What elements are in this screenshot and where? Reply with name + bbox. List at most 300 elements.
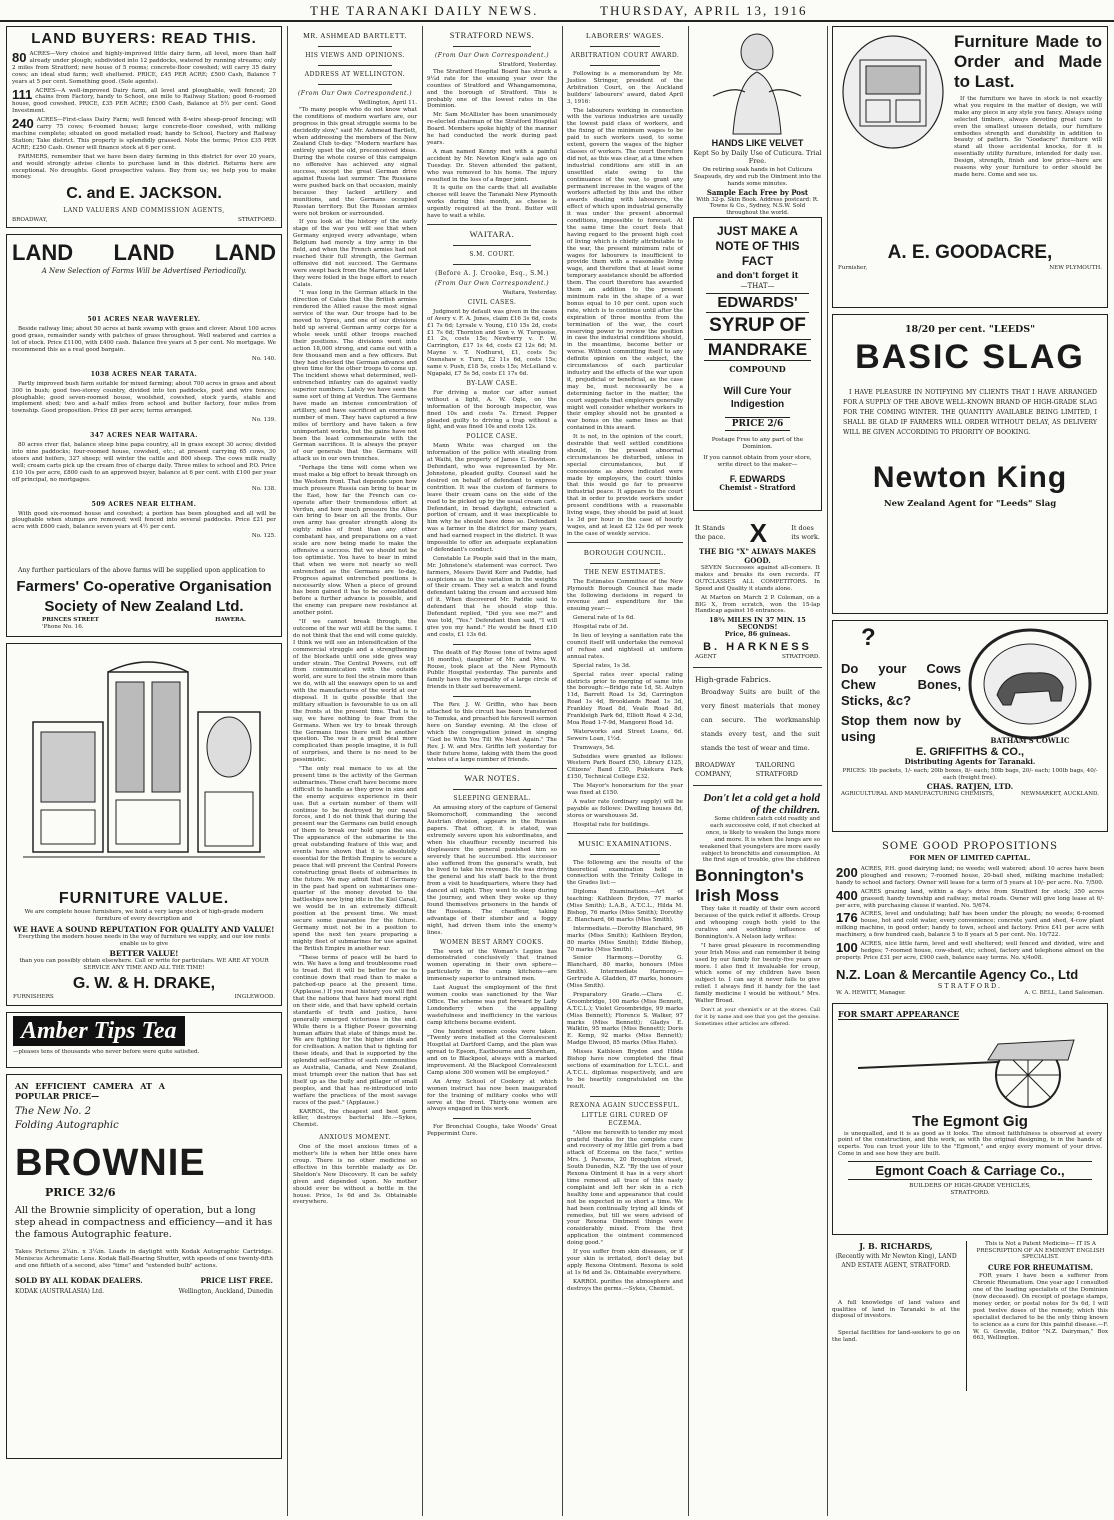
velvet-text: On retiring soak hands in hot Cuticura Soapsuds, dry and rub the Ointment into the hands some minutes.	[693, 166, 822, 187]
prop-400	[836, 889, 1104, 910]
props-sub: FOR MEN OF LIMITED CAPITAL.	[909, 854, 1031, 862]
divider	[453, 696, 531, 697]
drake-text-4: BETTER VALUE!	[109, 949, 179, 959]
edwards-mandrake-ad	[693, 217, 822, 511]
paragraph: The Estimates Committee of the New Plymouth Borough Council has made the following decisions in regard to revenue and expenditure for the ensuing year:—	[567, 578, 683, 613]
paragraph: Judgment by default was given in the cases of Avery v. F. A. Jones, claim £16 3s 6d, costs £1 7s 6d; Lyrsale v. Young, £10 15s 2d, costs £1 7s 6d; Thornton and Son v. W. Turquoise, £1 2s, costs 15s; Newberry v. F. W. Carrington, £17 1s 4d, costs £2 12s 6d; M. Mayne v. T. Nodhurst, £1, costs 5s; Oxenshaw v. Turn, £2 11s 6d, costs 15s; same v. Push, £18 5s, costs 15s; McLelland v. Ngapaki, £7 5s 5d, costs £1 17s 6d.	[427, 308, 557, 377]
basic-slag-heading: BASIC SLAG	[855, 338, 1085, 376]
broadway-company: BROADWAY COMPANY,	[695, 760, 735, 778]
column-rule	[827, 26, 828, 1516]
paragraph: For Bronchial Coughs, take Woods' Great Peppermint Cure.	[427, 1124, 557, 1138]
stratford-heading: STRATFORD NEWS.	[449, 30, 535, 40]
prop-176-text: ACRES, level and undulating; half has been under the plough; no weeds; 6-roomed house, hot and cold water, every convenience; concrete yard and shed, 4-cow plant milking machine, in good order; handy to town, school and factory. Price £41 per acre with machinery, a few hundred cash, balance 5 to 8 years at 5 per cent.	[836, 911, 1104, 939]
egmont-sub: BUILDERS OF HIGH-GRADE VEHICLES,	[909, 1183, 1031, 1190]
paragraph: The work of the Woman's Legion has demonstrated conclusively that trained women operating in their own sphere—particularly in the camp kitchens—are immensely superior to untrained men.	[427, 948, 557, 983]
divider	[318, 84, 392, 85]
column-rule	[287, 26, 288, 1516]
brownie-specs: Takes Pictures 2¼in. x 3¼in. Loads in daylight with Kodak Autographic Cartridge. Meniscus Achromatic Lens. Kodak Ball-Bearing Shutter, with speeds of one twenty-fifth and one fiftieth of a second, also "time" and "extended bulb" actions.	[15, 1249, 273, 1269]
goodacre-heading: Furniture Made to Order and Made to Last.	[954, 32, 1102, 91]
velvet-heading: HANDS LIKE VELVET	[711, 137, 804, 148]
cowlic-copy	[841, 625, 961, 745]
lot-80	[12, 51, 276, 86]
lot-80-text: ACRES—Very choice and highly-improved little dairy farm, all level, more than half already under plough; subdivided into 12 paddocks, watered by running streams; only 2 miles from Stratford; new house of 5 rooms; concrete-floor cowshed; will carry 35 dairy cows; an ideal stud farm; well sheltered. PRICE, £45 PER ACRE; £500 Cash, Balance 7 years at 5 per cent. Something good. (Sole agents).	[12, 51, 276, 85]
goodacre-trade: Furnisher,	[838, 264, 868, 271]
gig-heading: The Egmont Gig	[912, 1112, 1028, 1130]
egmont-town: STRATFORD.	[950, 1190, 990, 1197]
paragraph: Subsidies were granted as follows: Western Park Board £50, Library £125, Citizens' Band £30, Pukekura Park £150, Technical College £32.	[567, 753, 683, 781]
camera-type: Folding Autographic	[15, 1120, 119, 1132]
furniture-illustration	[13, 652, 275, 882]
goodacre-copy	[948, 32, 1102, 181]
note-price: PRICE 2/6	[725, 417, 790, 431]
newton-king-sub: New Zealand Agent for "Leeds" Slag	[883, 499, 1057, 509]
x-right	[791, 524, 820, 542]
egmont-name: Egmont Coach & Carriage Co.,	[848, 1161, 1092, 1180]
eltham-no: No. 125.	[251, 533, 276, 540]
kodak-name: KODAK (AUSTRALASIA) Ltd.	[15, 1287, 104, 1295]
paragraph: Last August the employment of the first women cooks was sanctioned by the War Office. The scheme was put forward by Lady Londonderry when the appalling wastefulness and inefficiency in the various camp kitchens became evident.	[427, 985, 557, 1026]
kodak-cities: Wellington, Auckland, Dunedin	[178, 1287, 273, 1295]
column-rule	[422, 26, 423, 1516]
brownie-price: PRICE 32/6	[45, 1186, 116, 1200]
divider	[693, 667, 822, 668]
waitara-text: 80 acres river flat, balance steep bine papa country, all in grass except 30 acres; divided into nine paddocks; four-roomed house, cowshed, etc.; at present carrying 65 cows, 30 steers and heifers, 327 sheep; will winter the cattle and 800 sheep. The cows milk really well; cream carts pick up the cream free of charge daily. Three miles to school and P.O. Price £10 10s per acre, £800 cash to an approved buyer, balance at 6 per cent. with £100 per year off principal, no mortgages.	[12, 442, 276, 483]
land-word: LAND	[113, 240, 175, 266]
note-syrup: SYRUP OF	[709, 315, 806, 336]
prop-200	[836, 866, 1104, 887]
drake-text-3: Everything the modern house needs in the way of furniture we supply, and our low rents enable us to give	[18, 933, 270, 947]
paragraph: It is not, in the opinion of the court, desirable that well settled conditions should, in the present abnormal circumstances be disturbed, unless in special circumstances, but if concessions as above indicated were made by employers, the court thinks that this would go far to preserve industrial peace. It appears to the court that in order to provide workers under present conditions with a reasonable living wage, they should be paid at least 1s 3d per hour in the case of hourly wages, and at least £2 12s 6d per week in the case of weekly service.	[567, 434, 683, 537]
column-laborers	[567, 26, 683, 1516]
prop-100-acres: 100	[836, 940, 858, 956]
divider	[453, 264, 531, 265]
bonnington-quote: "I have great pleasure in recommending your Irish Moss and can remember it being used by our family for twenty-five years or more. I also find it invaluable for croup, which some of my children have been subject to. I can say it never fails to give relief. I always find it handy for the last family medicine I would be without." Mrs. Walter Broad.	[695, 942, 820, 1005]
paragraph: Special rates, 1s 3d.	[573, 662, 631, 669]
cowlic-emblem	[961, 625, 1099, 745]
props-heading: SOME GOOD PROPOSITIONS	[882, 841, 1058, 852]
jackson-sub: LAND VALUERS AND COMMISSION AGENTS,	[63, 207, 225, 215]
divider	[590, 46, 660, 47]
dateline: Stratford, Yesterday.	[498, 62, 557, 68]
paragraph: The labourers working in connection with the various industries are usually the lowest paid class of workers, and the fixing of the minimum wages to be paid to such workers used, to some extent, govern the wages of the higher classes of workers. The court therefore did not, as this was clear, at a time when industrial conditions are still in an unsettled state owing to the continuance of the war, to grant any permanent increase in the wages of the workers affected by this and the other awards dealing with labourers, the effect of which upon industrial generally it was under the present abnormal conditions, impossible to forecast. At the same time the court feels that having regard to the present high cost of living which is chiefly attributable to the war, the present minimum rate of wages for labourers is insufficient to provide them with a reasonable living wage, and therefore that at least some temporary assistance should be afforded them. The court therefore has awarded them an addition to the present minimum rate in the shape of a war bonus equal to 10 per cent. upon such rate, which is to continue until after the expiration of three months from the termination of the war, the court reserving power to review the position in case the industrial conditions should, in the meantime, become better or worse. Without committing itself to any definite opinion on the subject, the circumstances of each particular industry and the effects of the war upon it, prejudicial or beneficial, as the case may be, must necessarily be a determining factor in the matter, the court suggests that employers generally might well consider whether workers in their employ should not be granted a war bonus on the same lines as that contained in this award.	[567, 107, 683, 432]
paragraph: In lieu of levying a sanitation rate the council itself will undertake the removal of refuse and nightsoil at uniform annual rates.	[567, 633, 683, 660]
sleeping-heading: SLEEPING GENERAL.	[453, 795, 531, 803]
waverley-heading: 501 ACRES NEAR WAVERLEY.	[87, 316, 201, 324]
column-bartlett	[293, 26, 417, 1516]
correspondent: (From Our Own Correspondent.)	[297, 90, 413, 97]
leeds-text: I HAVE PLEASURE IN NOTIFYING MY CLIENTS THAT I HAVE ARRANGED FOR A SUPPLY OF THE ABOVE WELL-KNOWN BRAND OF HIGH-GRADE SLAG FOR THE COMING WINTER. THE QUANTITY AVAILABLE BEING LIMITED, I SHALL BE GLAD IF FARMERS WILL ORDER WITHOUT DELAY, AS DELIVERY WILL BE GIVEN ACCORDING TO PRIORITY OF BOOKING.	[843, 389, 1097, 436]
column-rule	[562, 26, 563, 1516]
paragraph: The death of Fay Rouse (one of twins aged 16 months), daughter of Mr. and Mrs. W. Rouse, took place at the New Plymouth Public Hospital yesterday. The parents and family have the sympathy of a large circle of friends in their sad bereavement.	[427, 649, 557, 691]
big-x-title: THE BIG "X" ALWAYS MAKES GOOD.	[699, 547, 816, 565]
richards-name: J. B. RICHARDS,	[859, 1240, 933, 1251]
gig-text: is unequalled, and it is as good as it looks. The utmost faithfulness is observed at every point of the construction, and this work, as with the original designing, is in the hands of experts. You can trust your life to the "Egmont," and enjoy every moment of your drive. Come in and see how they are built.	[838, 1130, 1102, 1158]
paragraph: "To many people who do not know what the conditions of modern warfare are, our progress in this great struggle seems to be decidedly slow," said Mr. Ashmead Bartlett, when addressing the members of the New Zealand Club to-day. "Modern warfare has entirely upset the old, preconceived ideas. During the whole course of this campaign no offensive has achieved any signal success, except the great German drive against Russia last summer. The Russians were pushed back on that occasion, mainly because they lacked artillery and munitions, and the Germans occupied Russian territory. But the Russian armies were not broken or surrounded.	[293, 106, 417, 217]
goodacre-name: A. E. GOODACRE,	[887, 241, 1053, 263]
note-cure: Will Cure Your Indigestion	[723, 386, 792, 410]
amber-tips-sub: —pleases tens of thousands who never before were quite satisfied.	[13, 1049, 200, 1056]
paragraph: "Allow me herewith to tender my most grateful thanks for the complete cure and recovery of my little girl from a bad attack of Eczema on the face," writes Mrs. J. Parsons, 20 Broughton street, South Dunedin, N.Z. "By the use of your Rexona Ointment it has in a very short time removed all trace of this nasty complaint and left her skin in a rich healthy tone and appearance that could not be expected in so short a time. We had been continually trying all kinds of remedies, but till we were advised of your Rexona Ointment things were considerably mixed. From the first application the ointment commenced doing good."	[567, 1129, 683, 1247]
rexona-sub: LITTLE GIRL CURED OF ECZEMA.	[581, 1111, 669, 1127]
correspondent: (From Our Own Correspondent.)	[434, 279, 550, 287]
x-right-1: It does	[791, 524, 814, 532]
jackson-address	[12, 217, 276, 224]
ratjen-name: CHAS. RATJEN, LTD.	[926, 781, 1014, 791]
society-town: HAWERA.	[215, 617, 246, 624]
divider	[590, 854, 660, 855]
spacer	[12, 276, 276, 314]
fabrics-heading: High-grade Fabrics.	[695, 674, 771, 684]
waitara-no: No. 138.	[251, 485, 276, 492]
rexona-heading: REXONA AGAIN SUCCESSFUL.	[569, 1101, 681, 1109]
paragraph: A water rate (ordinary supply) will be payable as follows: Dwelling houses 8d, stores or warehouses 3d.	[567, 799, 683, 819]
divider	[590, 563, 660, 564]
divider	[318, 65, 392, 66]
bonnington-logo: Bonnington's Irish Moss	[695, 866, 804, 906]
cold-text: Some children catch cold readily and each successive cold, if not checked at once, is likely to weaken the lungs more and more. It is when the lungs are so weakened that youngsters are more easily subject to bronchitis and consumption. At the first sign of trouble, give the children	[699, 815, 820, 864]
nzloan-manager: W. A. HEWITT, Manager.	[836, 989, 906, 996]
prop-400-no: No. 5/674.	[961, 902, 991, 909]
divider	[453, 789, 531, 790]
jackson-name: C. and E. JACKSON.	[66, 185, 222, 203]
nzloan-salesman: A. C. BELL, Land Salesman.	[1024, 989, 1104, 996]
divider	[567, 833, 683, 834]
lot-111-acres: 111	[12, 86, 33, 102]
camera-model: The New No. 2	[15, 1106, 91, 1118]
drake-name: G. W. & H. DRAKE,	[72, 975, 216, 993]
paragraph: Hospital rate for buildings.	[573, 821, 650, 828]
big-x-price: Price, 86 guineas.	[724, 630, 791, 639]
eltham-text: With good six-roomed house and cowshed; a portion has been ploughed and all will be ploughable when stumps are removed; well fenced into several paddocks. Price £21 per acre with £600 cash, balance seven years at 4½ per cent.	[12, 510, 276, 531]
nzloan-town: STRATFORD.	[937, 981, 1003, 990]
before: (Before A. J. Crooke, Esq., S.M.)	[435, 269, 549, 277]
amber-tips-ad	[6, 1012, 282, 1068]
issue-date: THURSDAY, APRIL 13, 1916	[600, 3, 808, 18]
paragraph: Senior Harmony.—Dorothy G. Blanchard, 80 marks, honours (Miss Smith). Intermediate Harmony.—Gertrude A. Gladden, 87 marks, honours (Miss Smith).	[567, 955, 683, 990]
richards-sub: (Recently with Mr Newton King), LAND AND ESTATE AGENT, STRATFORD.	[835, 1252, 957, 1269]
prop-200-acres: 200	[836, 865, 858, 880]
harkness-town: STRATFORD.	[782, 654, 820, 661]
gig-carriage-illustration	[838, 1020, 1100, 1110]
spacer	[12, 540, 276, 568]
paragraph: Tramways, 5d.	[573, 744, 615, 751]
cows-stop: Stop them now by using	[841, 713, 961, 744]
article-sub: ADDRESS AT WELLINGTON.	[304, 71, 406, 78]
lot-240-text: ACRES—First-class Dairy Farm; well fenced with 8-wire sheep-proof fencing; will carry 75 cows; 6-roomed house; large concrete-floor cowshed, with milking machine complete; situated on good metalled road; handy to School, Factory and Railway Station; Take district. This property is splendidly grassed. Note the terms; Price £35 PER ACRE; £250 Cash. Owner will finance stock at 6 per cent.	[12, 117, 276, 151]
paragraph: Misses Kathleen Brydon and Hilda Bishop have now completed the final sections of examination for L.T.C.L. and A.T.C.L. diplomas respectively, and are to be heartily congratulated on the result.	[567, 1049, 683, 1090]
further-particulars: Any further particulars of the above farms will be supplied upon application to	[18, 567, 266, 575]
note-store: If you cannot obtain from your store, write direct to the maker—	[703, 454, 812, 468]
broadway-tailoring: TAILORING STRATFORD	[755, 760, 798, 778]
basic-slag-ad	[832, 314, 1108, 614]
brownie-dealers	[15, 1275, 273, 1285]
paragraph: It is quite on the cards that all available cheese will leave the Taranaki New Plymouth works during this month, as cheese is urgently required at the front. Butter will have to wait a while.	[427, 185, 557, 220]
broadway-ad	[693, 672, 822, 781]
drake-trade: FURNISHERS	[13, 994, 54, 1001]
paragraph: General rate of 1s 6d.	[573, 615, 635, 622]
rheum-intro: This is Not a Patent Medicine— IT IS A PRESCRIPTION OF AN EMINENT ENGLISH SPECIALIST.	[976, 1240, 1105, 1261]
prop-100	[836, 941, 1104, 962]
paragraph: The Stratford Hospital Board has struck a 9¼d rate for the ensuing year over the counties of Stratford and Whangamomona, and the borough of Stratford. This is probably one of the lowest rates in the Dominion.	[427, 68, 557, 110]
fabrics-text: Broadway Suits are built of the very finest materials that money can secure. The workmanship stands every test, and the suit stands the test of wear and time.	[701, 687, 820, 752]
divider	[590, 65, 660, 66]
civil-heading: CIVIL CASES.	[467, 298, 517, 306]
article-title: MR. ASHMEAD BARTLETT.	[303, 31, 407, 40]
paragraph: Constable Le Pouple said that in the main, Mr. Johnstone's statement was correct. Two farmers, Messrs David Kerr and Paddie, had suspicions as to the variation in the weights of their cream. They set a watch and found defendant taking the cream and accused him of it. When discovered Mr. Paddie said to defendant that he should stop this. Defendant replied, "Did you see me?" and was told, "Yes." Defendant then said, "I will give you my hand." He would be fined £10 and costs, £1 13s 6d.	[427, 555, 557, 638]
lot-240	[12, 117, 276, 152]
paragraph: Following is a memorandum by Mr. Justice Stringer, president of the Arbitration Court, on the Auckland builders' labourers' award, dated April 3, 1916:	[567, 71, 683, 105]
divider	[453, 245, 531, 246]
brownie-sold: SOLD BY ALL KODAK DEALERS.	[15, 1275, 143, 1285]
rheumatism-ad	[967, 1241, 1108, 1391]
rheum-heading: CURE FOR RHEUMATISM.	[988, 1263, 1093, 1273]
cowlic-logo: BATHAM'S COWLIC	[990, 735, 1070, 745]
richards-text: A full knowledge of land values and qualities of land in Taranaki is at the disposal of investors.	[832, 1299, 960, 1320]
ratjen-address	[841, 791, 1099, 798]
big-x-banner	[695, 519, 820, 547]
borough-heading: BOROUGH COUNCIL.	[583, 547, 667, 557]
bonnington-small: Don't at your chemist's or at the stores. Call for it by name and see that you get the genuine. Sometimes other articles are offered.	[695, 1007, 820, 1027]
divider	[318, 46, 392, 47]
drake-address	[13, 994, 275, 1001]
farmers-note: FARMERS, remember that we have been dairy farming in this district for over 20 years, and would strongly advise clients to purchase land in this district. Returns here are exceptional. No droughts. Good prospective values. Buy from us; we help you to make money.	[12, 153, 276, 181]
paragraph: An Army School of Cookery at which women instruct has now been inaugurated for the training of military cooks who will serve at the front. Thirty-one women are always engaged in this work.	[427, 1078, 557, 1113]
war-notes-heading: WAR NOTES.	[464, 773, 520, 784]
land-word: LAND	[214, 240, 276, 266]
richards-ad	[832, 1241, 967, 1391]
bonnington-ad	[693, 790, 822, 1032]
note-postage: Postage Free to any part of the Dominion.	[711, 437, 804, 450]
divider	[427, 768, 557, 769]
rheum-text: FOR years I have been a sufferer from Chronic Rheumatism. One year ago I consulted one of the leading specialists of the Dominion (now deceased). On receipt of postage stamps, money order, or postal notes for 5s 6d, I will post twelve doses of the remedy, which this specialist declared to be the only thing known to science as a cure for this painful disease.—F. W. G. Greville, Editor "N.Z. Dairyman," Box 663, Wellington.	[973, 1273, 1108, 1342]
paragraph: Waterworks and Street Loans, 6d. Sewers Loan, 1½d.	[567, 728, 683, 742]
amber-tips-logo: Amber Tips Tea	[13, 1016, 185, 1046]
divider	[453, 1118, 531, 1119]
ratjen-town: NEWMARKET, AUCKLAND.	[1020, 790, 1099, 797]
column-stratford	[427, 26, 557, 1516]
estimates-heading: THE NEW ESTIMATES.	[584, 568, 666, 576]
brownie-description: All the Brownie simplicity of operation, but a long step ahead in compactness and efficiency—and it has the famous Autographic feature.	[15, 1205, 273, 1241]
griffiths-name: E. GRIFFITHS & CO.,	[915, 746, 1025, 758]
farmers-coop-name: Farmers' Co-operative Organisation	[16, 578, 272, 596]
divider	[567, 542, 683, 543]
x-left-1: It Stands	[695, 524, 725, 532]
smcourt-heading: S.M. COURT.	[469, 250, 515, 258]
paragraph: "These terms of peace will be hard to win. We have a long and troublesome road to tread. But it will be better for us to continue down that road than to make a patched-up peace at the present time. (Applause.) If you read history you will find that the nations that have had moral right on their side, and that have upheld certain standards of truth and justice, have generally emerged victorious in the end. While there is a Higher Power governing human affairs that state of things must be. We are fighting for the higher ideals and for civilisation. A nation that is fighting for these ideals, and that is supported by the splendid self-sacrifice of such communities as Australia, Canada, and New Zealand, must triumph over the nation that has set itself up as the bully and pillager of small peoples, and that has re-introduced into warfare the practices of the most savage races of the past." (Applause.)	[293, 954, 417, 1106]
prop-400-acres: 400	[836, 887, 858, 903]
waitara-heading: WAITARA.	[469, 228, 515, 239]
kodak-footer	[15, 1289, 273, 1296]
column-land-ads	[6, 26, 282, 1516]
lot-80-acres: 80	[12, 50, 27, 65]
ratjen-trade: AGRICULTURAL AND MANUFACTURING CHEMISTS,	[841, 790, 995, 797]
correspondent: (From Our Own Correspondent.)	[434, 52, 550, 59]
goodacre-address	[838, 265, 1102, 272]
paragraph: The following are the results of the theoretical examination held in connection with the Trinity College in the Grades list:—	[567, 859, 683, 887]
paragraph: At Marton on March 2 P. Coleman, on a BIG X, from scratch, won the 15-lap Handicap against 16 entrances.	[695, 594, 820, 615]
drake-text-2: WE HAVE A SOUND REPUTATION FOR QUALITY AND VALUE!	[13, 924, 275, 934]
divider	[453, 46, 531, 47]
waitara-heading: 347 ACRES NEAR WAITARA.	[90, 432, 198, 440]
paragraph: An amusing story of the capture of General Skomorochoff, commanding the second Austrian division, appears in the Russian papers. That officer, it is stated, was extremely severe upon his subordinates, and when his chauffeur recently incurred his displeasure the general punished him so severely that he succumbed. His successor also suffered from the general's wrath, but he lived to take his revenge. He was driving the general and his staff back to the front from a visit to headquarters, where they had danced all night. They went to sleep during the journey, and when they woke up they found themselves prisoners in the hands of the Russians. The chauffeur, taking advantage of their slumber and a foggy night, had driven them into the enemy's lines.	[427, 805, 557, 936]
cows-question: Do your Cows Chew Bones, Sticks, &c?	[841, 661, 961, 708]
paragraph: "I was long in the German attack in the direction of Calais that the British armies rendered the Allied cause the most signal service of the war. Our troops had to be moved to Ypres, and one of our divisions held up several German army corps for a whole week until other troops reached their positions. The divisions went into action 18,000 strong, and came out with a few thousand men and a few officers. But they had checked the German advance and given time for the other troops to come up. The incident shows what determined, well-entrenched infantry can do against vastly superior numbers. Lately we have seen the same sort of thing at Verdun. The Germans have made an intense concentration of artillery, and have sacrificed an enormous number of men. They have captured a few miles of territory and have taken a few unimportant works, but the gains have not been the least commensurate with the German sacrifices. It is always the prayer of our generals that the Germans will attack us in our own trenches.	[293, 290, 417, 463]
velvet-small: With 32-p. Skin Book. Address postcard: R. Towns & Co., Sydney, N.S.W. Sold throughout the world.	[696, 196, 819, 217]
jackson-street: BROADWAY,	[12, 217, 48, 224]
drake-town: INGLEWOOD.	[234, 994, 275, 1001]
paragraph: Mann White was charged on the information of the police with stealing from at Waihi, the property of James C. Davidson. Defendant, who was represented by Mr. Johnstone, pleaded guilty. Counsel said he desired on behalf of defendant to express contrition. It was the custom of farmers to leave their cream cans on the side of the road to be picked up by the usual cream cart. Defendant, in broad daylight, extracted a portion of cream, and it was inexplicable to him why he should have done so. Defendant was a farmer in the district for many years, and had earned respect in the district. It was impossible to offer an adequate explanation of defendant's conduct.	[427, 443, 557, 553]
prop-100-text: ACRES, nice little farm, level and well sheltered; well fenced and divided, wire and hedges; 7-roomed house, cow-shed, etc; school, factory and telephone almost on the property. Price £31 per acre, £900 cash, balance easy terms.	[836, 941, 1104, 961]
waverley-text: Beside railway line; about 50 acres at bank swamp with grass and clover. About 100 acres good grass, remainder sandy with patches of grass throughout. Well watered and carries a lot of stock. Price £1100, with £400 cash. Balance five years at 5 per cent. No mortgage. We recommend this as a real good bargain.	[12, 326, 276, 353]
laborers-heading: LABORERS' WAGES.	[586, 31, 664, 40]
paragraph: KARROL, the cheapest and best germ killer, destroys bacterial life.—Sykes, Chemist.	[293, 1108, 417, 1129]
velvet-sample: Sample Each Free by Post	[706, 187, 809, 197]
tarata-no: No. 139.	[251, 417, 276, 424]
cowlic-top	[841, 625, 1099, 745]
note-heading: JUST MAKE A NOTE OF THIS FACT	[715, 224, 800, 268]
paragraph: If you look at the history of the early stage of the war you will see that when Germany enjoyed every advantage, when Belgium had merely a tiny army in the field, and when the French armies had not reached their full strength, the German offensive did not succeed. The Germans were swept back from the Marne, and later they were foiled in the huge effort to reach Calais.	[293, 219, 417, 288]
note-maker: F. EDWARDS	[729, 473, 786, 484]
note-mandrake: MANDRAKE	[704, 339, 811, 361]
society-name: Society of New Zealand Ltd.	[44, 598, 244, 616]
masthead	[0, 0, 1114, 22]
harkness-agent: AGENT	[695, 654, 717, 661]
big-x-ad	[693, 517, 822, 663]
land-banner	[12, 240, 276, 266]
paragraph: Preparatory Grade.—Clara C. Groombridge, 100 marks (Miss Bennett, A.T.C.L.); Violet Groombridge, 99 marks (Miss Bennett); Florence S. Walker, 97 marks (Miss Bennett); Gladys E. Walklin, 95 marks (Miss Bennett); Doris E. Kemp, 92 marks (Miss Bennett); Madge Elwood, 85 marks (Miss Hahn).	[567, 991, 683, 1047]
coop-land-ad	[6, 234, 282, 637]
drake-text-1: We are complete house furnishers, we hold a very large stock of high-grade modern furniture of every description and	[24, 908, 264, 922]
lot-240-acres: 240	[12, 116, 34, 132]
prop-176-acres: 176	[836, 910, 858, 926]
x-mark: X	[749, 518, 767, 548]
griffiths-prices: PRICES: 1lb packets, 1/- each; 20lb boxes, 8/- each; 50lb bags, 20/- each; 100lb bags, 40/- each (freight free).	[842, 767, 1098, 781]
paragraph: Hospital rate of 3d.	[573, 624, 629, 631]
drake-furniture-ad	[6, 643, 282, 1006]
prop-100-no: No. x/4o08.	[1010, 954, 1044, 961]
note-compound: COMPOUND	[729, 364, 786, 374]
paragraph: "If we cannot break through, the outcome of the war will still be the same. I do not think that the end will come quickly. I think we will see an intensification of the commercial struggle and a strengthening of the blockade until one side gives way under strain. The Central Powers, cut off from communication with the outside world, are sure to feel the strain more than we do, with all the seaways open to us and with the manufactures of the world at our disposal. It is quite possible that the military situation is favourable to us on all the fronts at the present time. That is to say, we have nothing to fear from the Germans. When we try to break through the Germans lines there will be another question. The war is a great deal more complicated than people imagine, it is full of surprises, and there is no need to be pessimistic.	[293, 619, 417, 764]
broadway-footer	[695, 761, 820, 779]
goodacre-town: NEW PLYMOUTH.	[1049, 264, 1102, 271]
goodacre-ad	[832, 26, 1108, 308]
cow-emblem-icon	[965, 625, 1095, 743]
paragraph: KARROL purifies the atmosphere and destroys the germs.—Sykes, Chemist.	[567, 1278, 683, 1292]
egmont-gig-ad	[832, 1003, 1108, 1235]
tarata-heading: 1038 ACRES NEAR TARATA.	[90, 370, 198, 378]
leeds-top: 18/20 per cent. "LEEDS"	[904, 324, 1036, 335]
land-word: LAND	[12, 240, 74, 266]
nzloan-staff	[836, 990, 1104, 997]
jackson-town: STRATFORD.	[238, 217, 276, 224]
newspaper-title: THE TARANAKI DAILY NEWS.	[310, 3, 539, 18]
paragraph: One of the most anxious times of a mother's life is when her little ones have croup. There is no other medicine so effective in this terrible malady as Dr. Sheldon's New Discovery. It can be safely given and depended upon. No mother should ever be without a bottle in the house. Price, 1s 6d and 3s. Obtainable everywhere.	[293, 1144, 417, 1206]
note-that: —THAT—	[740, 282, 775, 290]
cowlic-ad	[832, 620, 1108, 832]
griffiths-sub: Distributing Agents for Taranaki.	[904, 757, 1036, 766]
anxious-heading: ANXIOUS MOMENT.	[319, 1134, 391, 1142]
paragraph: One hundred women cooks were taken. "Twenty were installed at the Convalescent Hospital at Dartford Camp, and the plan was spread to Epsom, Eastbourne and Shoreham, and on to Blackpool, always with a marked improvement. At the Blackpool Convalescent Camp alone 300 women will be employed."	[427, 1028, 557, 1076]
furniture-value-heading: FURNITURE VALUE.	[58, 889, 230, 907]
richards-text-2: Special facilities for land-seekers to go on the land.	[832, 1330, 960, 1344]
goodacre-text: If the furniture we have in stock is not exactly what you require in the matter of design, we will make any piece in any style you fancy. Always using selected timbers, always devoting great care to even the smallest unseen details, our furniture embodies strength and durability in addition to beauty of pattern. So "Goodacre" furniture will stand all those accidental knocks, for it is essentially utility furniture, intended for daily use. Design, strength, finish and low price—here are reasons why your furniture to order should be made here. Come and see us.	[954, 96, 1102, 178]
brownie-logo: BROWNIE	[15, 1142, 206, 1185]
brownie-camera-ad	[6, 1074, 282, 1459]
x-right-2: its work.	[791, 533, 820, 541]
dateline: Wellington, April 11.	[358, 100, 417, 106]
waverley-no: No. 140.	[251, 355, 276, 362]
big-x-miles: 18¾ MILES IN 37 MIN. 15 SECONDS!	[709, 616, 806, 632]
eltham-heading: 509 ACRES NEAR ELTHAM.	[91, 500, 197, 508]
paragraph: Diploma Examinations.—Art of teaching: Kathleen Brydon, 77 marks (Miss Smith); L.A.B., A.T.C.L., Hilda M. Bishop, 76 marks (Miss Smith); Dorothy E. Blanchard, 66 marks (Miss Smith).	[567, 889, 683, 923]
police-heading: POLICE CASE.	[466, 433, 518, 441]
paragraph: The Rev. J. W. Griffin, who has been attached to this circuit has been transferred to Temuka, and preached his farewell sermon here on Sunday evening. At the close of which the congregation joined in singing "God be With You Till We Meet Again." The Rev. J. W. and Mrs. Griffin left yesterday for their future home, taking with them the good wishes of a large number of friends.	[427, 702, 557, 764]
paragraph: "The only real menace to us at the present time is the activity of the German submarines. These craft have become more difficult to handle as they grow in size and the enemy acquires experience in their use. But a certain number of them will continue to be destroyed by our naval forces, and I do not think that during the present war the Germans can build enough of them to break our hold upon the sea. The appearance of the submarine is the great outstanding feature of this war, and events have shown that it is absolutely essential for the British Empire to secure a peace that will prevent the Central Powers constructing great fleets of submarines in the future. We may admit that if Germany in the past had spent on submarines one-quarter of the money devoted to the battleships now lying idle in the Kiel Canal, we would be in an extremely difficult position at the present time. We must secure some guarantee for the future. Germany must not be in a position to spend the next ten years preparing a mighty fleet of submarines for use against the British Empire in another war.	[293, 766, 417, 952]
women-heading: WOMEN BEST ARMY COOKS.	[439, 938, 545, 946]
land-subheading: A New Selection of Farms Will be Advertised Periodically.	[41, 267, 247, 276]
arbitration-heading: ARBITRATION COURT AWARD.	[570, 52, 680, 59]
paragraph: If you suffer from skin diseases, or if your skin is irritated, don't delay but apply Rexona Ointment. Rexona is sold at 1s 6d and 3s. Obtainable everywhere.	[567, 1249, 683, 1276]
smart-heading: FOR SMART APPEARANCE	[838, 1008, 960, 1019]
column-rule	[688, 26, 689, 1516]
drake-text-5: than you can possibly obtain elsewhere. Call or write for particulars. WE ARE AT YOUR SERVICE ANY TIME AND ALL THE TIME!	[19, 958, 269, 972]
article-sub: HIS VIEWS AND OPINIONS.	[305, 52, 405, 59]
bylaw-heading: BY-LAW CASE.	[466, 379, 518, 387]
velvet-sub: Kept So by Daily Use of Cuticura. Trial Free.	[693, 148, 822, 165]
harkness-address	[695, 654, 820, 661]
society-street: PRINCES STREET	[42, 617, 99, 624]
question-mark: ?	[861, 624, 876, 651]
paragraph: "Perhaps the time will come when we must make a big effort to break through on the Western front. That depends upon how much pressure Russia can bring to bear in the East, how far the French can co-operate after their tremendous effort at Verdun, and how much pressure the Allies can bring to bear on all the fronts. Our own army has greater strength along its eighty miles of front than any other combatant has, and preparations on a vast scale are now being made to make the offensive a success. But we should not be too optimistic. You have to bear in mind that when we were not nearly so well entrenched as the Germans are to-day, Progress against entrenched positions is necessarily slow. When a piece of ground has been gained it has to be consolidated before a further advance is possible, and the enemy can prepare new resistance at another point.	[293, 465, 417, 617]
note-edwards: EDWARDS'	[706, 293, 809, 313]
tarata-text: Partly improved bush farm suitable for mixed farming; about 700 acres in grass and about 300 in bush; good two-storey country, divided into ten paddocks, post and wire fences; ploughable; good seven-roomed house, woolshed, cowshed, stock yards, stable and implement shed; two and a-half miles from school and butter factory, four miles from township. Good proposition. Price £8 per acre; terms arranged.	[12, 380, 276, 415]
lot-111-text: ACRES—A well-improved Dairy farm, all level and ploughable, well fenced; 20 chains from Factory, handy to School, one mile to Railway Station; good 6-roomed house, good cowshed. PRICE, £35 PER ACRE; £500 Cash, Balance at 5½ per cent. Good Investment.	[12, 87, 276, 115]
divider	[693, 785, 822, 786]
woman-illustration	[693, 26, 822, 134]
divider	[453, 644, 531, 645]
cold-heading: Don't let a cold get a hold of the children.	[703, 791, 820, 816]
bonnington-text: They take it readily of their own accord because of the quick relief it affords. Croup and whooping cough both yield to the curative and soothing influence of Bonnington's. A Nelson lady writes:	[695, 906, 820, 940]
lot-111	[12, 88, 276, 116]
column-ads-mid	[693, 26, 822, 1516]
prop-200-no: No. 7/500.	[1073, 879, 1104, 886]
sideboard-illustration	[838, 32, 948, 152]
dateline: Waitara, Yesterday.	[502, 289, 557, 296]
newton-king-name: Newton King	[872, 461, 1068, 494]
jackson-ad	[6, 26, 282, 228]
note-maker-sub: Chemist - Stratford	[719, 482, 796, 492]
brownie-list: PRICE LIST FREE.	[200, 1275, 273, 1285]
paragraph: Special rates over special rating districts prior to merging of same into the borough:—Bridge rate 1d, St. Aubyn 11d, Barrett Road 1s 3d, Carrington Road 1s 4d, Brooklands Road 1s 3d, Frankley Road 8d, Veale Road 8d, Frankleigh Park 6d, Elliott Road 4 2-3d, Moa Road 1-7-9d, Mangorei Road 1d.	[567, 671, 683, 726]
prop-200-text: ACRES, P.H. good dairying land; no weeds; well watered; about 10 acres have been ploughed and resown; 7-roomed house, 20-bail shed, milking machine installed; handy to school and factory. Owner will lease for a term of 5 years at 10/- per acre.	[836, 866, 1104, 886]
paragraph: A man named Kenny met with a painful accident by Mr. Newton King's sale ago on Tuesday. Dr. Steven attended the patient, who was removed to his home. The injury resulted in the loss of a finger joint.	[427, 148, 557, 183]
prop-400-text: ACRES grazing land, within a day's drive from Stratford for stock; 350 acres grassed; handy township and railway; metal roads. Owner will give long lease at 6/- per acre, with purchasing clause if wanted.	[836, 888, 1104, 909]
paragraph: Mr. Sam McAllister has been unanimously re-elected chairman of the Stratford Hospital Board. Members spoke highly of the manner he had conducted the work during past years.	[427, 112, 557, 146]
nzloan-name: N.Z. Loan & Mercantile Agency Co., Ltd	[836, 966, 1079, 982]
harkness-name: B. HARKNESS	[703, 641, 812, 654]
x-left	[695, 524, 725, 542]
music-heading: MUSIC EXAMINATIONS.	[578, 838, 672, 848]
x-left-2: the pace.	[695, 533, 726, 541]
society-address	[12, 617, 276, 624]
goodacre-top	[838, 32, 1102, 181]
paragraph: SEVEN Successes against all-comers. It makes and breaks its own records. IT OUTCLASSES ALL COMPETITORS. In Speed and Quality it stands alone.	[695, 565, 820, 592]
land-buyers-heading: LAND BUYERS: READ THIS.	[31, 30, 257, 47]
society-phone: 'Phone No. 16.	[42, 623, 84, 630]
camera-heading: AN EFFICIENT CAMERA AT A POPULAR PRICE—	[15, 1081, 165, 1102]
note-dont-forget: and don't forget it	[716, 270, 799, 280]
divider	[427, 224, 557, 225]
